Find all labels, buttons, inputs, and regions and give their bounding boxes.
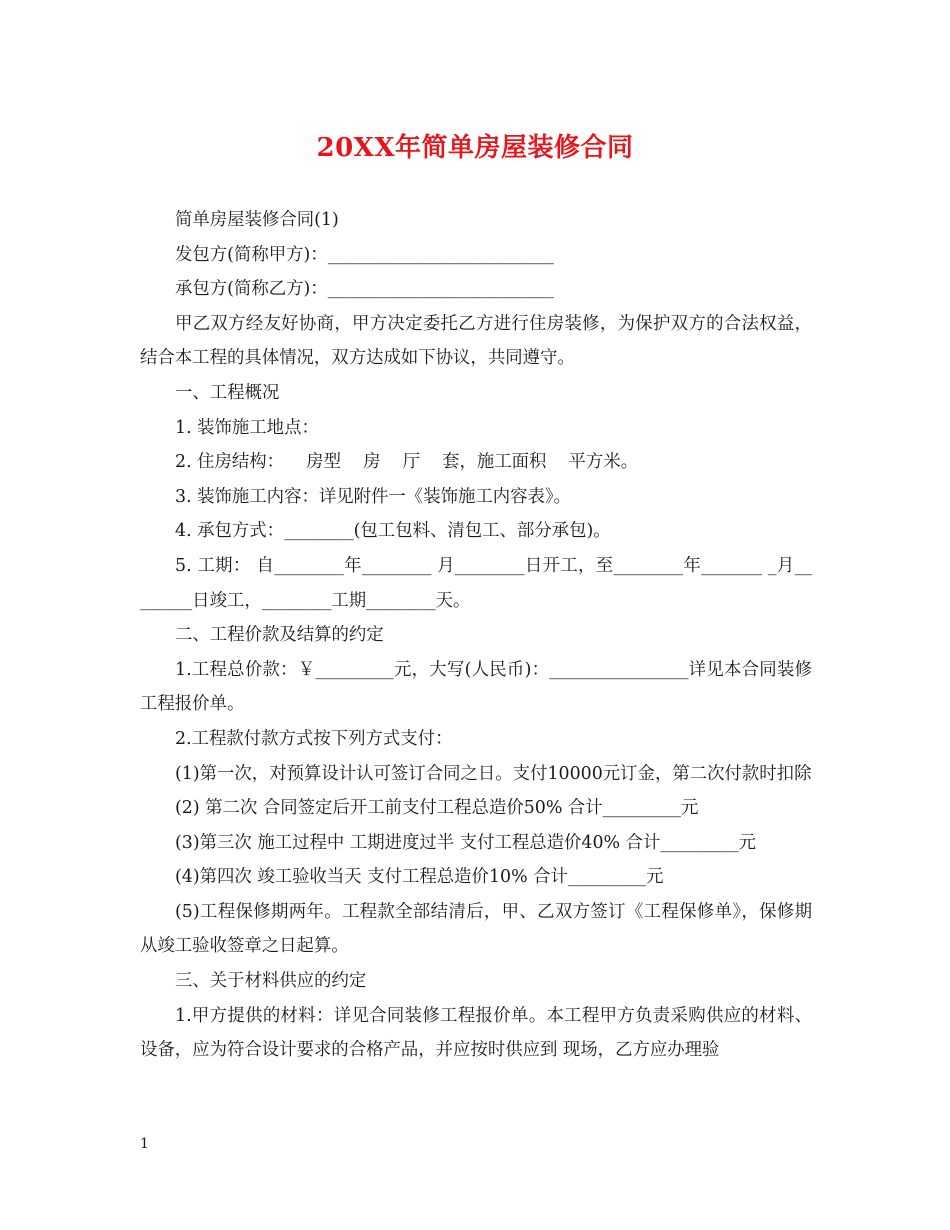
- paragraph-item-1: 1. 装饰施工地点：: [175, 417, 319, 438]
- section-heading-2: 二、工程价款及结算的约定: [175, 625, 384, 646]
- paragraph-party-b: 承包方(简称乙方)：__________________________: [175, 279, 554, 300]
- section-heading-3: 三、关于材料供应的约定: [175, 971, 367, 992]
- paragraph-item-5: 5. 工期： 自________年________ 月________日开工，至________年_______ _月________日竣工，________工期________天。: [140, 555, 812, 611]
- paragraph-item-3: 3. 装饰施工内容：详见附件一《装饰施工内容表》。: [175, 486, 572, 507]
- paragraph-preamble: 甲乙双方经友好协商，甲方决定委托乙方进行住房装修，为保护双方的合法权益，结合本工程的具体情况，双方达成如下协议，共同遵守。: [140, 313, 812, 369]
- paragraph-payment-2: (2) 第二次 合同签定后开工前支付工程总造价50% 合计_________元: [175, 798, 699, 819]
- paragraph-subtitle: 简单房屋装修合同(1): [175, 210, 339, 230]
- paragraph-item-4: 4. 承包方式：________(包工包料、清包工、部分承包)。: [175, 521, 611, 542]
- section-heading-1: 一、工程概况: [175, 382, 280, 403]
- paragraph-price-1: 1.工程总价款：￥_________元，大写(人民币)：________________详见本合同装修工程报价单。: [140, 659, 812, 715]
- page-number: 1: [140, 1136, 149, 1152]
- paragraph-materials-1: 1.甲方提供的材料：详见合同装修工程报价单。本工程甲方负责采购供应的材料、设备，应为符合设计要求的合格产品，并应按时供应到 现场，乙方应办理验: [140, 1005, 812, 1061]
- paragraph-party-a: 发包方(简称甲方)：__________________________: [175, 244, 554, 265]
- document-title: 20XX年简单房屋装修合同: [316, 133, 634, 163]
- paragraph-payment-4: (4)第四次 竣工验收当天 支付工程总造价10% 合计_________元: [175, 867, 664, 888]
- paragraph-payment-3: (3)第三次 施工过程中 工期进度过半 支付工程总造价40% 合计_________元: [175, 832, 757, 853]
- paragraph-payment-5: (5)工程保修期两年。工程款全部结清后，甲、乙双方签订《工程保修单》，保修期从竣工验收签章之日起算。: [140, 901, 812, 957]
- paragraph-item-2: 2. 住房结构： 房型 房 厅 套，施工面积 平方米。: [175, 452, 639, 473]
- paragraph-payment-1: (1)第一次，对预算设计认可签订合同之日。支付10000元订金，第二次付款时扣除: [175, 763, 812, 784]
- document-body: [140, 203, 812, 1068]
- paragraph-price-2: 2.工程款付款方式按下列方式支付：: [175, 728, 453, 749]
